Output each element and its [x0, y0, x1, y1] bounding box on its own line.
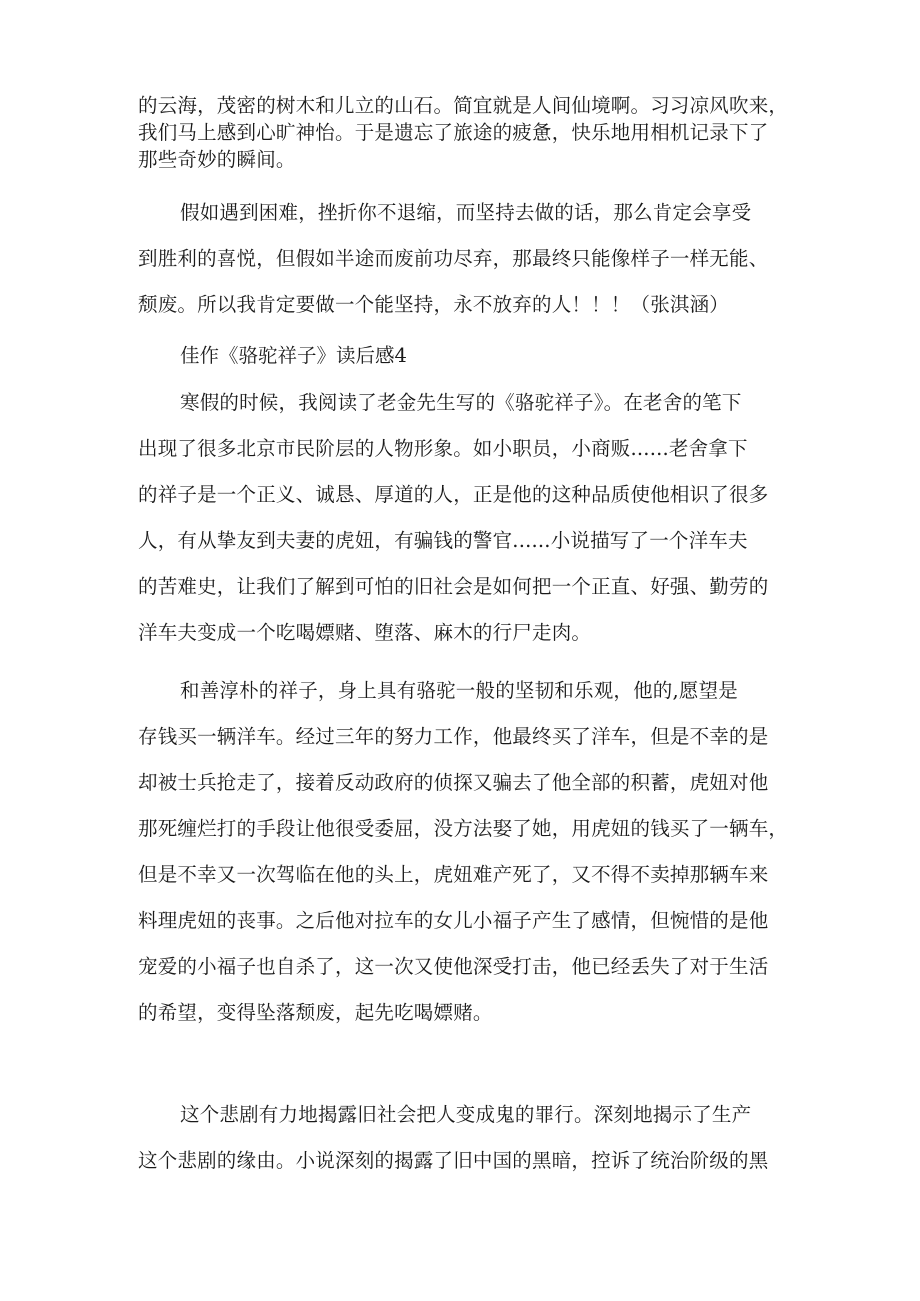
text-line: 的云海，茂密的树木和儿立的山石。简宜就是人间仙境啊。习习凉风吹来，	[138, 94, 789, 117]
text-line: 人，有从挚友到夫妻的虎妞，有骗钱的警官......小说描写了一个洋车夫	[138, 529, 748, 552]
text-line: 和善淳朴的祥子，身上具有骆驼一般的坚韧和乐观，他的,愿望是	[180, 679, 738, 702]
paragraph-1	[138, 92, 788, 173]
text-line: 这个悲剧有力地揭露旧社会把人变成鬼的罪行。深刻地揭示了生产	[180, 1103, 752, 1126]
text-line: 却被士兵抢走了，接着反动政府的侦探又骗去了他全部的积蓄，虎妞对他	[138, 771, 769, 794]
text-line: 的祥子是一个正义、诚恳、厚道的人，正是他的这种品质使他相识了很多	[138, 483, 769, 506]
text-line: 寒假的时候，我阅读了老金先生写的《骆驼祥子》。在老舍的笔下	[180, 391, 742, 414]
text-line: 我们马上感到心旷神怡。于是遗忘了旅途的疲惫，快乐地用相机记录下了	[138, 121, 769, 144]
text-line: 料理虎妞的丧事。之后他对拉车的女儿小福子产生了感情，但惋惜的是他	[138, 909, 769, 932]
text-line: 颓废。所以我肯定要做一个能坚持，永不放弃的人！！！（张淇涵）	[138, 293, 730, 316]
paragraph-2	[138, 190, 788, 328]
text-line: 存钱买一辆洋车。经过三年的努力工作，他最终买了洋车，但是不幸的是	[138, 725, 769, 748]
paragraph-3	[138, 380, 788, 656]
text-line: 洋车夫变成一个吃喝嫖赌、堕落、麻木的行尸走肉。	[138, 621, 592, 644]
text-line: 宠爱的小福子也自杀了，这一次又使他深受打击，他已经丢失了对于生活	[138, 955, 769, 978]
text-line: 但是不幸又一次驾临在他的头上，虎妞难产死了，又不得不卖掉那辆车来	[138, 863, 769, 886]
text-line: 这个悲剧的缘由。小说深刻的揭露了旧中国的黑暗，控诉了统治阶级的黑	[138, 1149, 769, 1172]
text-line: 的苦难史，让我们了解到可怕的旧社会是如何把一个正直、好强、勤劳的	[138, 575, 769, 598]
section-heading: 佳作《骆驼祥子》读后感4	[180, 344, 407, 367]
paragraph-5	[138, 1092, 788, 1184]
text-line: 那些奇妙的瞬间。	[138, 148, 296, 171]
text-line: 出现了很多北京市民阶层的人物形象。如小职员，小商贩......老舍拿下	[138, 437, 748, 460]
text-line: 假如遇到困难，挫折你不退缩，而坚持去做的话，那么肯定会享受	[180, 201, 752, 224]
paragraph-4	[138, 668, 788, 1036]
text-line: 那死缠烂打的手段让他很受委屈，没方法娶了她，用虎妞的钱买了一辆车，	[138, 817, 789, 840]
text-line: 到胜利的喜悦，但假如半途而废前功尽弃，那最终只能像样子一样无能、	[138, 247, 769, 270]
text-line: 的希望，变得坠落颓废，起先吃喝嫖赌。	[138, 1001, 493, 1024]
